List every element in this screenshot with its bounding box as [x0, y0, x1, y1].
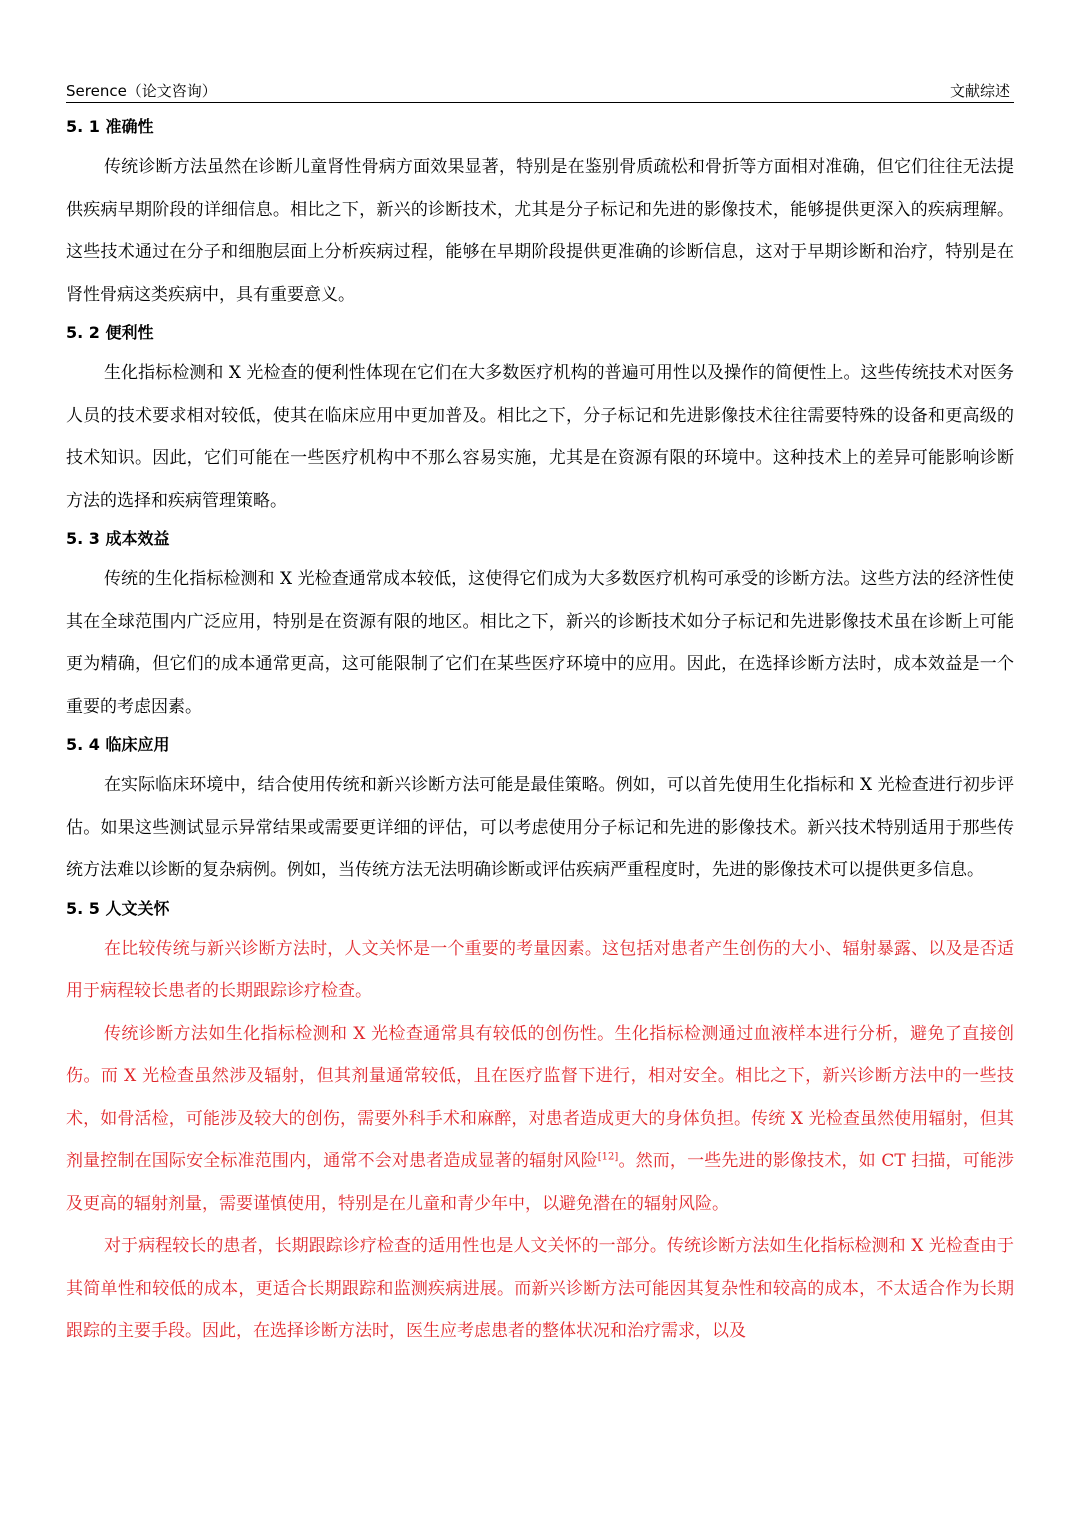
- paragraph-text-part: 。然而，一些先进的影像技术，如 CT 扫描，可能涉及更高的辐射剂量，需要谨慎使用，特别是在儿童和青少年中，以避免潜在的辐射风险。: [66, 1151, 1015, 1214]
- paragraph: 传统的生化指标检测和 X 光检查通常成本较低，这使得它们成为大多数医疗机构可承受的诊断方法。这些方法的经济性使其在全球范围内广泛应用，特别是在资源有限的地区。相比之下，新兴的诊断技术如分子标记和先进影像技术虽在诊断上可能更为精确，但它们的成本通常更高，这可能限制了它们在某些医疗环境中的应用。因此，在选择诊断方法时，成本效益是一个重要的考虑因素。: [66, 569, 1014, 717]
- header-left-text: Serence（论文咨询）: [66, 82, 217, 100]
- paragraph-with-citation: [66, 1013, 1014, 1226]
- section-title: 5. 2 便利性: [66, 323, 154, 342]
- paragraph: 对于病程较长的患者，长期跟踪诊疗检查的适用性也是人文关怀的一部分。传统诊断方法如生化指标检测和 X 光检查由于其简单性和较低的成本，更适合长期跟踪和监测疾病进展。而新兴诊断方法可能因其复杂性和较高的成本，不太适合作为长期跟踪的主要手段。因此，在选择诊断方法时，医生应考虑患者的整体状况和治疗需求，以及: [66, 1236, 1014, 1341]
- section-clinical-application: [66, 734, 1014, 892]
- section-title: 5. 5 人文关怀: [66, 898, 170, 918]
- header-right-text: 文献综述: [949, 82, 1010, 100]
- paragraph: 在比较传统与新兴诊断方法时，人文关怀是一个重要的考量因素。这包括对患者产生创伤的大小、辐射暴露、以及是否适用于病程较长患者的长期跟踪诊疗检查。: [66, 938, 1014, 1001]
- paragraph-text-part: 传统诊断方法如生化指标检测和 X 光检查通常具有较低的创伤性。生化指标检测通过血液样本进行分析，避免了直接创伤。而 X 光检查虽然涉及辐射，但其剂量通常较低，且在医疗监督下进行，相对安全。相比之下，新兴诊断方法中的一些技术，如骨活检，可能涉及较大的创伤，需要外科手术和麻醉，对患者造成更大的身体负担。传统 X 光检查虽然使用辐射，但其剂量控制在国际安全标准范围内，通常不会对患者造成显著的辐射风险: [66, 1023, 1014, 1171]
- section-humanistic-care: [66, 898, 1014, 1353]
- page-header: [66, 78, 1014, 103]
- section-cost-effectiveness: [66, 528, 1014, 728]
- document-body: [66, 110, 1014, 1353]
- section-convenience: [66, 322, 1014, 522]
- section-title: 5. 3 成本效益: [66, 529, 170, 548]
- paragraph: 在实际临床环境中，结合使用传统和新兴诊断方法可能是最佳策略。例如，可以首先使用生化指标和 X 光检查进行初步评估。如果这些测试显示异常结果或需要更详细的评估，可以考虑使用分子标记和先进的影像技术。新兴技术特别适用于那些传统方法难以诊断的复杂病例。例如，当传统方法无法明确诊断或评估疾病严重程度时，先进的影像技术可以提供更多信息。: [66, 775, 1014, 880]
- section-title: 5. 4 临床应用: [66, 735, 170, 754]
- citation-ref: [12]: [597, 1151, 619, 1163]
- paragraph: 传统诊断方法虽然在诊断儿童肾性骨病方面效果显著，特别是在鉴别骨质疏松和骨折等方面相对准确，但它们往往无法提供疾病早期阶段的详细信息。相比之下，新兴的诊断技术，尤其是分子标记和先进的影像技术，能够提供更深入的疾病理解。这些技术通过在分子和细胞层面上分析疾病过程，能够在早期阶段提供更准确的诊断信息，这对于早期诊断和治疗，特别是在肾性骨病这类疾病中，具有重要意义。: [66, 157, 1014, 305]
- section-title: 5. 1 准确性: [66, 117, 154, 136]
- section-accuracy: [66, 116, 1014, 316]
- paragraph: 生化指标检测和 X 光检查的便利性体现在它们在大多数医疗机构的普遍可用性以及操作的简便性上。这些传统技术对医务人员的技术要求相对较低，使其在临床应用中更加普及。相比之下，分子标记和先进影像技术往往需要特殊的设备和更高级的技术知识。因此，它们可能在一些医疗机构中不那么容易实施，尤其是在资源有限的环境中。这种技术上的差异可能影响诊断方法的选择和疾病管理策略。: [66, 363, 1014, 511]
